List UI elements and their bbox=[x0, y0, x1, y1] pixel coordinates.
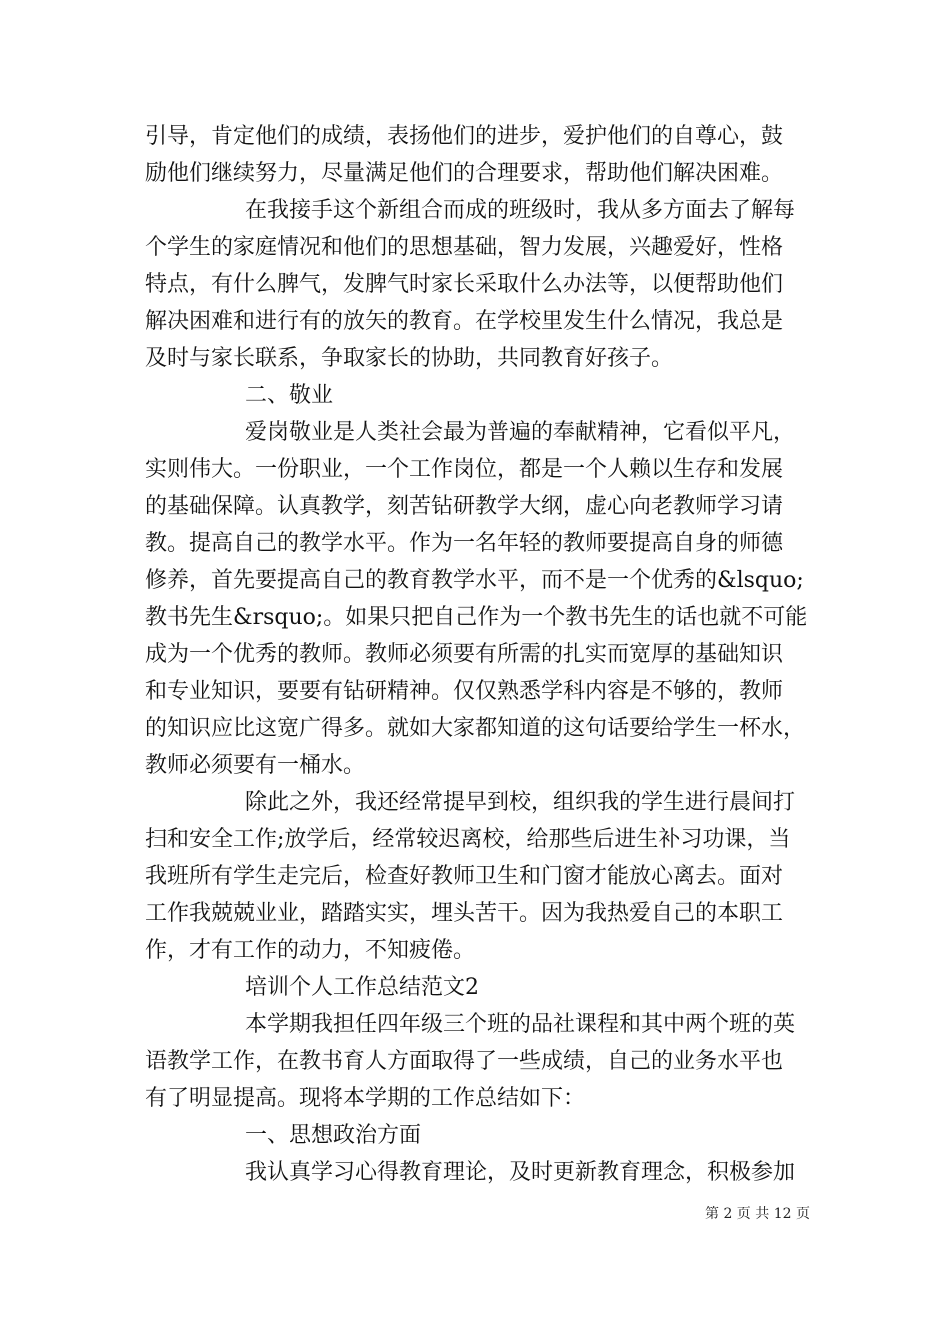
text-line-21: 我班所有学生走完后，检查好教师卫生和门窗才能放心离去。面对 bbox=[145, 864, 784, 889]
page-number-footer: 第 2 页 共 12 页 bbox=[705, 1206, 810, 1222]
text-line-25: 本学期我担任四年级三个班的品社课程和其中两个班的英 bbox=[245, 1012, 796, 1037]
text-line-14: 教书先生&rsquo;。如果只把自己作为一个教书先生的话也就不可能 bbox=[145, 605, 808, 630]
text-line-19: 除此之外，我还经常提早到校，组织我的学生进行晨间打 bbox=[245, 790, 796, 815]
text-line-18: 教师必须要有一桶水。 bbox=[145, 753, 366, 778]
section-heading-jingye: 二、敬业 bbox=[245, 383, 334, 408]
text-line-22: 工作我兢兢业业，踏踏实实，埋头苦干。因为我热爱自己的本职工 bbox=[145, 901, 784, 926]
text-line-11: 的基础保障。认真教学，刻苦钻研教学大纲，虚心向老教师学习请 bbox=[145, 494, 784, 519]
text-line-4: 个学生的家庭情况和他们的思想基础，智力发展，兴趣爱好，性格 bbox=[145, 235, 784, 260]
text-line-13: 修养，首先要提高自己的教育教学水平，而不是一个优秀的&lsquo; bbox=[145, 568, 804, 593]
text-line-7: 及时与家长联系，争取家长的协助，共同教育好孩子。 bbox=[145, 346, 674, 371]
section-heading-sixiang: 一、思想政治方面 bbox=[245, 1123, 422, 1148]
text-line-15: 成为一个优秀的教师。教师必须要有所需的扎实而宽厚的基础知识 bbox=[145, 642, 784, 667]
text-line-17: 的知识应比这宽广得多。就如大家都知道的这句话要给学生一杯水， bbox=[145, 716, 806, 741]
text-line-10: 实则伟大。一份职业，一个工作岗位，都是一个人赖以生存和发展 bbox=[145, 457, 784, 482]
text-line-1: 引导，肯定他们的成绩，表扬他们的进步，爱护他们的自尊心，鼓 bbox=[145, 124, 784, 149]
text-line-12: 教。提高自己的教学水平。作为一名年轻的教师要提高自身的师德 bbox=[145, 531, 784, 556]
text-line-16: 和专业知识，要要有钻研精神。仅仅熟悉学科内容是不够的，教师 bbox=[145, 679, 784, 704]
text-line-3: 在我接手这个新组合而成的班级时，我从多方面去了解每 bbox=[245, 198, 796, 223]
text-line-9: 爱岗敬业是人类社会最为普遍的奉献精神，它看似平凡， bbox=[245, 420, 796, 445]
text-line-29: 我认真学习心得教育理论，及时更新教育理念，积极参加 bbox=[245, 1160, 796, 1185]
text-line-27: 有了明显提高。现将本学期的工作总结如下： bbox=[145, 1086, 586, 1111]
text-line-20: 扫和安全工作;放学后，经常较迟离校，给那些后进生补习功课，当 bbox=[145, 827, 791, 852]
text-line-23: 作，才有工作的动力，不知疲倦。 bbox=[145, 938, 476, 963]
text-line-5: 特点，有什么脾气，发脾气时家长采取什么办法等，以便帮助他们 bbox=[145, 272, 784, 297]
text-line-2: 励他们继续努力，尽量满足他们的合理要求，帮助他们解决困难。 bbox=[145, 161, 784, 186]
text-line-26: 语教学工作，在教书育人方面取得了一些成绩，自己的业务水平也 bbox=[145, 1049, 784, 1074]
article-title: 培训个人工作总结范文2 bbox=[245, 975, 479, 1000]
text-line-6: 解决困难和进行有的放矢的教育。在学校里发生什么情况，我总是 bbox=[145, 309, 784, 334]
